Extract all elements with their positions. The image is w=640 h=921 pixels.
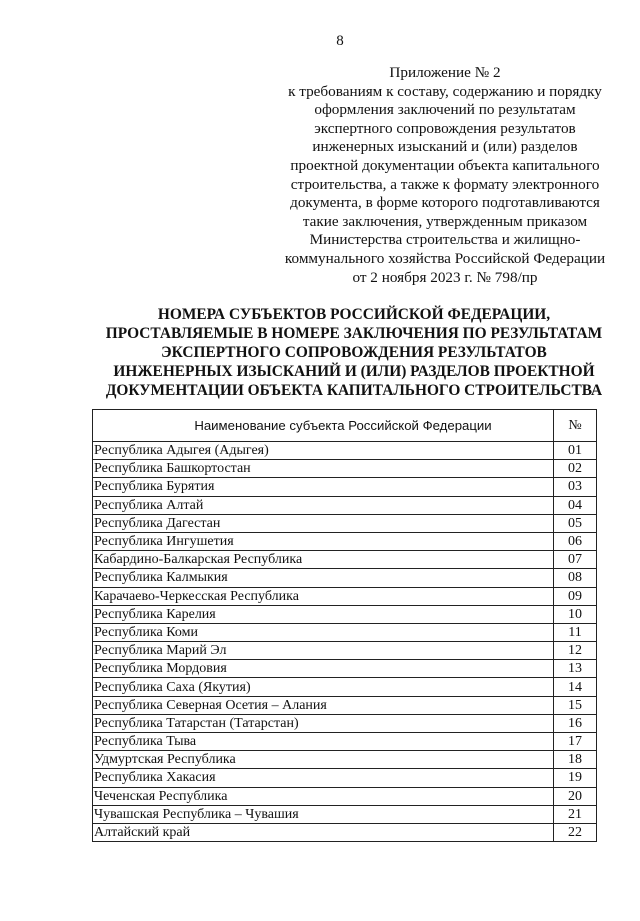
subject-number-cell: 13 — [554, 660, 597, 678]
subject-number-cell: 09 — [554, 587, 597, 605]
subject-number-cell: 03 — [554, 478, 597, 496]
table-row — [93, 496, 597, 514]
appendix-line: к требованиям к составу, содержанию и порядку — [288, 82, 602, 100]
subject-number-cell: 20 — [554, 787, 597, 805]
appendix-line: коммунального хозяйства Российской Федерации — [284, 249, 606, 267]
document-title — [84, 305, 624, 400]
subject-name-cell: Республика Татарстан (Татарстан) — [93, 714, 554, 732]
appendix-line: документа, в форме которого подготавливаются — [290, 194, 600, 212]
title-line: ДОКУМЕНТАЦИИ ОБЪЕКТА КАПИТАЛЬНОГО СТРОИТЕЛЬСТВА — [105, 382, 603, 399]
table-row — [93, 623, 597, 641]
subject-name-cell: Республика Адыгея (Адыгея) — [93, 442, 554, 460]
subject-name-cell: Удмуртская Республика — [93, 751, 554, 769]
table-row — [93, 551, 597, 569]
page-number: 8 — [336, 33, 344, 49]
appendix-line: такие заключения, утвержденным приказом — [302, 212, 588, 230]
title-line: НОМЕРА СУБЪЕКТОВ РОССИЙСКОЙ ФЕДЕРАЦИИ, — [157, 306, 551, 323]
subject-number-cell: 04 — [554, 496, 597, 514]
subject-number-cell: 10 — [554, 605, 597, 623]
title-line: ЭКСПЕРТНОГО СОПРОВОЖДЕНИЯ РЕЗУЛЬТАТОВ — [161, 344, 547, 361]
appendix-line: оформления заключений по результатам — [314, 101, 576, 119]
subject-number-cell: 18 — [554, 751, 597, 769]
subject-number-cell: 17 — [554, 733, 597, 751]
table-row — [93, 714, 597, 732]
subject-number-cell: 06 — [554, 532, 597, 550]
table-header-row — [93, 410, 597, 442]
subject-name-cell: Республика Саха (Якутия) — [93, 678, 554, 696]
subject-name-cell: Республика Дагестан — [93, 514, 554, 532]
subject-number-cell: 01 — [554, 442, 597, 460]
subject-name-cell: Республика Алтай — [93, 496, 554, 514]
subject-number-cell: 05 — [554, 514, 597, 532]
table-row — [93, 823, 597, 841]
subject-name-cell: Республика Тыва — [93, 733, 554, 751]
appendix-line: инженерных изысканий и (или) разделов — [312, 138, 578, 156]
subject-number-cell: 15 — [554, 696, 597, 714]
subject-number-cell: 07 — [554, 551, 597, 569]
subject-number-cell: 12 — [554, 642, 597, 660]
table-row — [93, 751, 597, 769]
subjects-table — [92, 409, 597, 842]
subject-name-cell: Республика Мордовия — [93, 660, 554, 678]
table-row — [93, 569, 597, 587]
table-row — [93, 805, 597, 823]
subject-name-cell: Республика Карелия — [93, 605, 554, 623]
table-row — [93, 532, 597, 550]
appendix-line: Приложение № 2 — [389, 64, 501, 81]
subject-name-cell: Чеченская Республика — [93, 787, 554, 805]
table-row — [93, 460, 597, 478]
subject-number-cell: 21 — [554, 805, 597, 823]
subject-number-cell: 14 — [554, 678, 597, 696]
table-body — [93, 442, 597, 842]
table-row — [93, 478, 597, 496]
table-row — [93, 769, 597, 787]
table-row — [93, 605, 597, 623]
subject-name-cell: Республика Калмыкия — [93, 569, 554, 587]
appendix-line: экспертного сопровождения результатов — [314, 119, 576, 137]
subject-name-cell: Чувашская Республика – Чувашия — [93, 805, 554, 823]
subject-number-cell: 11 — [554, 623, 597, 641]
subject-name-cell: Алтайский край — [93, 823, 554, 841]
appendix-line: строительства, а также к формату электронного — [290, 175, 600, 193]
table-row — [93, 787, 597, 805]
subject-number-cell: 16 — [554, 714, 597, 732]
subject-name-cell: Республика Коми — [93, 623, 554, 641]
table-row — [93, 514, 597, 532]
title-line: ПРОСТАВЛЯЕМЫЕ В НОМЕРЕ ЗАКЛЮЧЕНИЯ ПО РЕЗУЛЬТАТАМ — [105, 325, 603, 342]
title-line: ИНЖЕНЕРНЫХ ИЗЫСКАНИЙ И (ИЛИ) РАЗДЕЛОВ ПРОЕКТНОЙ — [113, 363, 595, 380]
appendix-line: Министерства строительства и жилищно- — [309, 231, 581, 249]
subject-number-cell: 02 — [554, 460, 597, 478]
table-row — [93, 642, 597, 660]
subject-name-cell: Кабардино-Балкарская Республика — [93, 551, 554, 569]
header-number: № — [554, 410, 597, 442]
subject-name-cell: Республика Башкортостан — [93, 460, 554, 478]
appendix-note — [280, 64, 610, 287]
subject-name-cell: Карачаево-Черкесская Республика — [93, 587, 554, 605]
table-row — [93, 587, 597, 605]
subject-number-cell: 08 — [554, 569, 597, 587]
subject-number-cell: 19 — [554, 769, 597, 787]
appendix-line: от 2 ноября 2023 г. № 798/пр — [352, 268, 538, 286]
subject-name-cell: Республика Бурятия — [93, 478, 554, 496]
table-row — [93, 442, 597, 460]
subject-name-cell: Республика Ингушетия — [93, 532, 554, 550]
appendix-line: проектной документации объекта капитального — [290, 156, 600, 174]
subject-name-cell: Республика Марий Эл — [93, 642, 554, 660]
header-subject-name: Наименование субъекта Российской Федерации — [93, 410, 554, 442]
table-row — [93, 660, 597, 678]
subject-number-cell: 22 — [554, 823, 597, 841]
table-row — [93, 678, 597, 696]
table-row — [93, 696, 597, 714]
subject-name-cell: Республика Северная Осетия – Алания — [93, 696, 554, 714]
subject-name-cell: Республика Хакасия — [93, 769, 554, 787]
table-row — [93, 733, 597, 751]
